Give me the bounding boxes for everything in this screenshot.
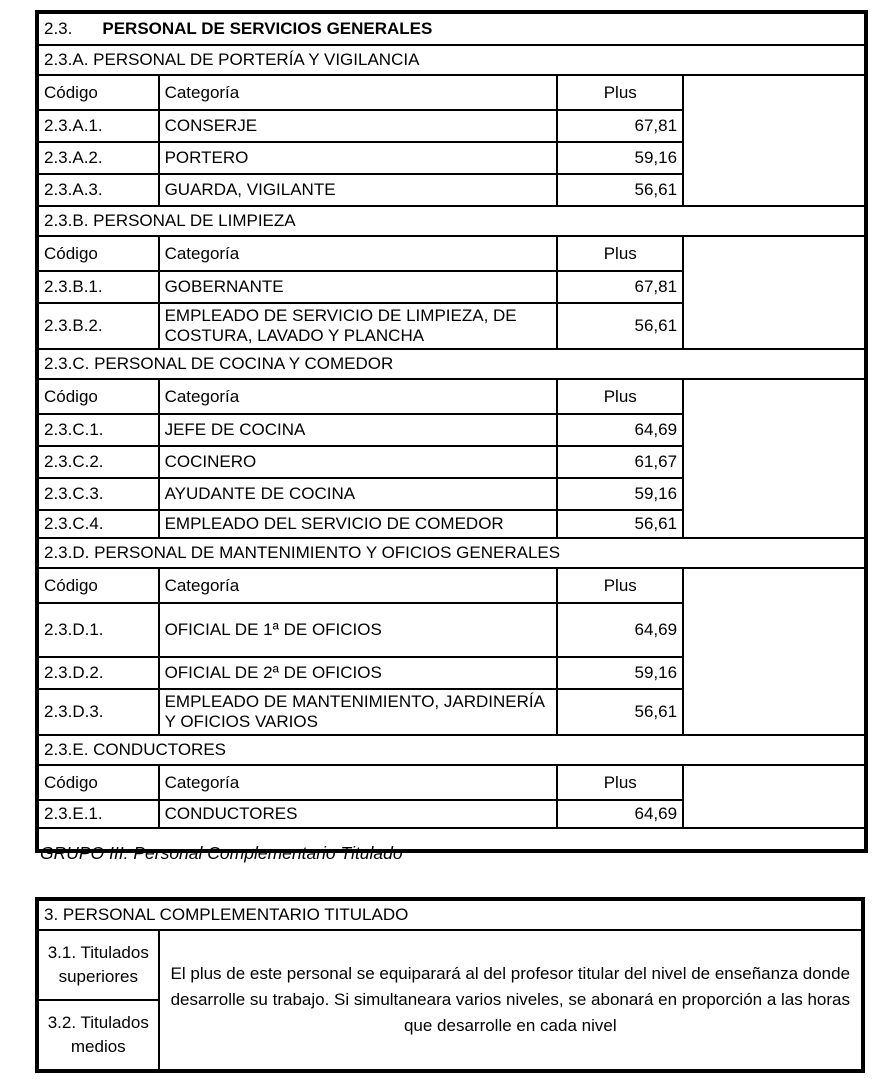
row-code: 2.3.C.1. xyxy=(37,414,159,446)
column-header-codigo: Código xyxy=(37,568,159,603)
row-category: GOBERNANTE xyxy=(159,271,558,303)
column-header-codigo: Código xyxy=(37,75,159,110)
row-plus-value: 67,81 xyxy=(557,110,683,142)
column-header-categoria: Categoría xyxy=(159,765,558,800)
table-title-number: 2.3. xyxy=(44,19,73,38)
column-header-plus: Plus xyxy=(557,236,683,271)
table-row xyxy=(37,45,866,75)
row-code: 2.3.C.3. xyxy=(37,478,159,510)
table-row xyxy=(37,206,866,236)
row-category: CONDUCTORES xyxy=(159,800,558,828)
table-row xyxy=(37,735,866,765)
row-category: CONSERJE xyxy=(159,110,558,142)
row-plus-value: 59,16 xyxy=(557,657,683,689)
table-row xyxy=(37,899,863,930)
empty-side-cell xyxy=(683,75,866,206)
column-header-codigo: Código xyxy=(37,236,159,271)
table-row xyxy=(37,538,866,568)
column-header-categoria: Categoría xyxy=(159,75,558,110)
table-row xyxy=(37,236,866,271)
section-heading: 2.3.A. PERSONAL DE PORTERÍA Y VIGILANCIA xyxy=(37,45,866,75)
titled-personnel-note: El plus de este personal se equiparará al del profesor titular del nivel de enseñanza donde desarrolle su trabajo. Si simultaneara varios niveles, se abonará en proporción a las horas que desarrolle en cada nivel xyxy=(159,930,863,1071)
section-heading: 2.3.C. PERSONAL DE COCINA Y COMEDOR xyxy=(37,349,866,379)
row-category: OFICIAL DE 2ª DE OFICIOS xyxy=(159,657,558,689)
row-code: 2.3.A.1. xyxy=(37,110,159,142)
row-plus-value: 64,69 xyxy=(557,414,683,446)
empty-side-cell xyxy=(683,568,866,735)
table-title-text: PERSONAL DE SERVICIOS GENERALES xyxy=(102,19,433,38)
titled-personnel-table xyxy=(35,897,865,1073)
table-row xyxy=(37,75,866,110)
row-category: OFICIAL DE 1ª DE OFICIOS xyxy=(159,603,558,657)
row-category: EMPLEADO DEL SERVICIO DE COMEDOR xyxy=(159,510,558,538)
empty-side-cell xyxy=(683,379,866,538)
row-category: JEFE DE COCINA xyxy=(159,414,558,446)
row-code: 2.3.D.3. xyxy=(37,689,159,735)
table-row xyxy=(37,379,866,414)
row-category: GUARDA, VIGILANTE xyxy=(159,174,558,206)
services-personnel-table xyxy=(35,10,868,853)
row-category: COCINERO xyxy=(159,446,558,478)
table-row xyxy=(37,930,863,1000)
row-category: AYUDANTE DE COCINA xyxy=(159,478,558,510)
column-header-codigo: Código xyxy=(37,765,159,800)
row-plus-value: 59,16 xyxy=(557,478,683,510)
section-heading: 2.3.D. PERSONAL DE MANTENIMIENTO Y OFICIOS GENERALES xyxy=(37,538,866,568)
row-code: 2.3.B.1. xyxy=(37,271,159,303)
row-code: 2.3.C.4. xyxy=(37,510,159,538)
row-category: EMPLEADO DE SERVICIO DE LIMPIEZA, DE COSTURA, LAVADO Y PLANCHA xyxy=(159,303,558,349)
row-code: 2.3.D.1. xyxy=(37,603,159,657)
column-header-plus: Plus xyxy=(557,379,683,414)
row-category: EMPLEADO DE MANTENIMIENTO, JARDINERÍA Y OFICIOS VARIOS xyxy=(159,689,558,735)
row-category: PORTERO xyxy=(159,142,558,174)
table-row xyxy=(37,568,866,603)
titled-medium-label: 3.2. Titulados medios xyxy=(37,1000,159,1071)
row-plus-value: 67,81 xyxy=(557,271,683,303)
column-header-codigo: Código xyxy=(37,379,159,414)
row-plus-value: 61,67 xyxy=(557,446,683,478)
row-plus-value: 56,61 xyxy=(557,303,683,349)
empty-side-cell xyxy=(683,765,866,828)
table-title-row xyxy=(37,12,866,45)
section-heading: 2.3.B. PERSONAL DE LIMPIEZA xyxy=(37,206,866,236)
row-code: 2.3.E.1. xyxy=(37,800,159,828)
table-row xyxy=(37,765,866,800)
column-header-categoria: Categoría xyxy=(159,379,558,414)
row-code: 2.3.A.2. xyxy=(37,142,159,174)
column-header-plus: Plus xyxy=(557,765,683,800)
row-code: 2.3.A.3. xyxy=(37,174,159,206)
column-header-categoria: Categoría xyxy=(159,568,558,603)
column-header-plus: Plus xyxy=(557,568,683,603)
column-header-categoria: Categoría xyxy=(159,236,558,271)
group-iii-heading: GRUPO III: Personal Complementario Titulado xyxy=(40,843,403,863)
column-header-plus: Plus xyxy=(557,75,683,110)
row-plus-value: 64,69 xyxy=(557,800,683,828)
row-plus-value: 56,61 xyxy=(557,510,683,538)
row-code: 2.3.D.2. xyxy=(37,657,159,689)
titled-personnel-title: 3. PERSONAL COMPLEMENTARIO TITULADO xyxy=(37,899,863,930)
row-plus-value: 64,69 xyxy=(557,603,683,657)
row-plus-value: 59,16 xyxy=(557,142,683,174)
empty-side-cell xyxy=(683,236,866,349)
row-plus-value: 56,61 xyxy=(557,689,683,735)
table-row xyxy=(37,349,866,379)
row-code: 2.3.B.2. xyxy=(37,303,159,349)
table-title-cell xyxy=(37,12,866,45)
row-code: 2.3.C.2. xyxy=(37,446,159,478)
row-plus-value: 56,61 xyxy=(557,174,683,206)
section-heading: 2.3.E. CONDUCTORES xyxy=(37,735,866,765)
titled-superior-label: 3.1. Titulados superiores xyxy=(37,930,159,1000)
